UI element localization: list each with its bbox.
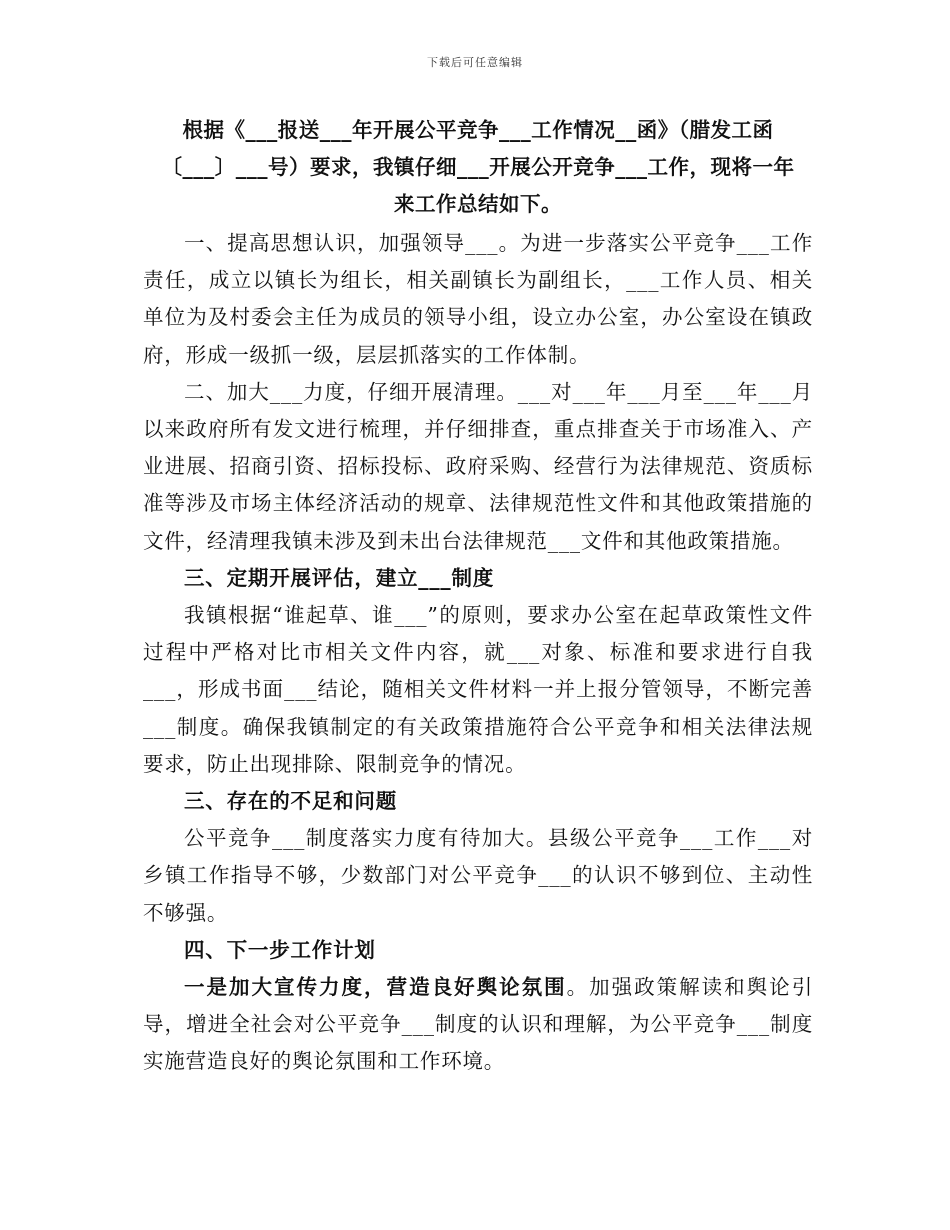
document-title	[143, 112, 813, 223]
title-line-2: 〔___〕___号）要求，我镇仔细___开展公开竞争___工作，现将一年	[161, 155, 795, 179]
section-3-paragraph: 我镇根据“谁起草、谁___”的原则，要求办公室在起草政策性文件过程中严格对比市相关文件内容，就___对象、标准和要求进行自我___，形成书面___结论，随相关文件材料一并上报分管领导，不断完善___制度。确保我镇制定的有关政策措施符合公平竞争和相关法律法规要求，防止出现排除、限制竞争的情况。	[143, 603, 813, 776]
section-5-text: 。加强政策解读和舆论引导，增进全社会对公平竞争___制度的认识和理解，为公平竞争___制度实施营造良好的舆论氛围和工作环境。	[143, 975, 813, 1074]
title-line-1: 根据《___报送___年开展公平竞争___工作情况__函》（腊发工函	[182, 118, 774, 142]
document-body	[143, 112, 813, 1081]
section-5-heading: 四、下一步工作计划	[184, 937, 376, 962]
section-5-paragraph	[143, 969, 813, 1081]
section-5-lead: 一是加大宣传力度，营造良好舆论氛围	[184, 975, 567, 1000]
header-note: 下载后可任意编辑	[427, 56, 523, 69]
section-3-heading: 三、定期开展评估，建立___制度	[184, 565, 495, 590]
title-line-3: 来工作总结如下。	[394, 192, 562, 216]
section-4-paragraph: 公平竞争___制度落实力度有待加大。县级公平竞争___工作___对乡镇工作指导不够，少数部门对公平竞争___的认识不够到位、主动性不够强。	[143, 826, 813, 925]
section-1-paragraph: 一、提高思想认识，加强领导___。为进一步落实公平竞争___工作责任，成立以镇长为组长，相关副镇长为副组长，___工作人员、相关单位为及村委会主任为成员的领导小组，设立办公室，办公室设在镇政府，形成一级抓一级，层层抓落实的工作体制。	[143, 231, 813, 367]
section-4-heading: 三、存在的不足和问题	[184, 789, 397, 814]
section-2-paragraph: 二、加大___力度，仔细开展清理。___对___年___月至___年___月以来政府所有发文进行梳理，并仔细排查，重点排查关于市场准入、产业进展、招商引资、招标投标、政府采购、经营行为法律规范、资质标准等涉及市场主体经济活动的规章、法律规范性文件和其他政策措施的文件，经清理我镇未涉及到未出台法律规范___文件和其他政策措施。	[143, 379, 813, 553]
